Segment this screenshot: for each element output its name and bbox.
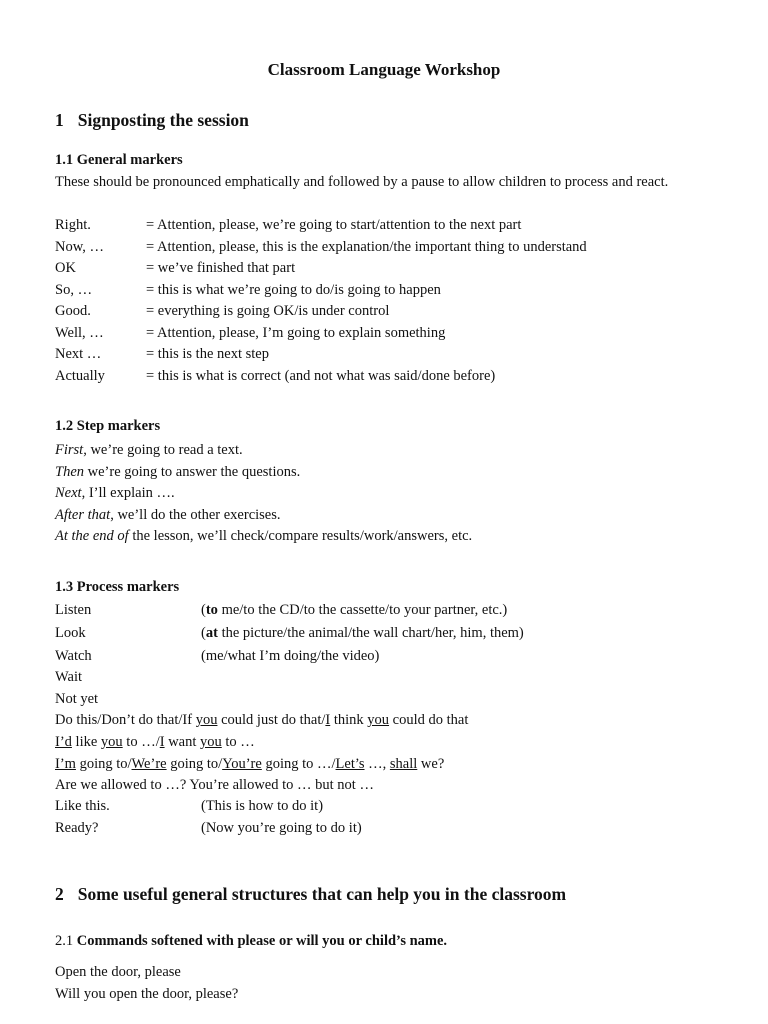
marker-term: OK xyxy=(55,260,76,276)
process-line-do-this: Do this/Don’t do that/If you could just do that/I think you could do that xyxy=(55,712,469,728)
process-term-watch: Watch xyxy=(55,648,92,664)
step-text: we’re going to answer the questions. xyxy=(84,463,301,480)
process-term-like-this: Like this. xyxy=(55,798,110,814)
step-line xyxy=(55,440,243,461)
subsection-title: Commands softened with please or will you or child’s name. xyxy=(76,933,448,949)
subsection-1-3-heading: 1.3 Process markers xyxy=(55,579,180,595)
step-marker-word: First xyxy=(55,442,84,458)
step-marker-word: After that xyxy=(55,506,111,523)
process-note-ready: (Now you’re going to do it) xyxy=(201,820,362,836)
subsection-1-1-heading: 1.1 General markers xyxy=(55,152,183,168)
marker-meaning: = Attention, please, this is the explanation/the important thing to understand xyxy=(146,238,587,255)
subsection-1-2-heading: 1.2 Step markers xyxy=(55,418,161,434)
marker-term: Now, … xyxy=(55,238,105,255)
marker-meaning: = Attention, please, I’m going to explain something xyxy=(146,324,446,341)
marker-term: Actually xyxy=(55,367,105,384)
process-term-not-yet: Not yet xyxy=(55,691,99,707)
step-line xyxy=(55,526,472,547)
section-number: 1 xyxy=(55,110,64,130)
process-note-listen: (to me/to the CD/to the cassette/to your partner, etc.) xyxy=(201,602,508,618)
marker-meaning: = this is the next step xyxy=(146,346,269,362)
step-text: , we’re going to read a text. xyxy=(83,442,243,458)
marker-term: So, … xyxy=(55,281,93,298)
step-text: , I’ll explain …. xyxy=(81,485,175,501)
step-line xyxy=(55,483,175,504)
step-text: , we’ll do the other exercises. xyxy=(110,506,281,523)
process-line-allowed: Are we allowed to …? You’re allowed to … but not … xyxy=(55,777,374,793)
subsection-number: 2.1 xyxy=(55,933,74,949)
section-2-heading xyxy=(55,884,566,905)
process-line-going-to: I’m going to/We’re going to/You’re going to …/Let’s …, shall we? xyxy=(55,756,445,772)
marker-term: Next … xyxy=(55,346,102,362)
marker-term: Right. xyxy=(55,217,91,233)
process-term-wait: Wait xyxy=(55,669,83,685)
step-text: the lesson, we’ll check/compare results/work/answers, etc. xyxy=(128,528,473,544)
step-line xyxy=(55,462,300,483)
step-marker-word: Next xyxy=(55,485,82,501)
subsection-2-1-heading xyxy=(55,933,447,950)
process-term-listen: Listen xyxy=(55,602,92,618)
section-title: Signposting the session xyxy=(77,110,249,130)
section-1-heading xyxy=(55,110,249,131)
marker-meaning: = this is what is correct (and not what was said/done before) xyxy=(146,367,496,384)
document-title: Classroom Language Workshop xyxy=(267,60,501,79)
step-marker-word: At the end of xyxy=(55,528,129,544)
marker-term: Good. xyxy=(55,303,91,319)
process-term-ready: Ready? xyxy=(55,820,99,836)
general-markers-intro: These should be pronounced emphatically and followed by a pause to allow children to process and react. xyxy=(55,174,669,190)
step-line xyxy=(55,505,281,526)
marker-meaning: = everything is going OK/is under control xyxy=(146,303,390,319)
marker-meaning: = we’ve finished that part xyxy=(146,260,296,276)
marker-meaning: = this is what we’re going to do/is going to happen xyxy=(146,281,441,298)
marker-term: Well, … xyxy=(55,324,104,341)
marker-meaning: = Attention, please, we’re going to start/attention to the next part xyxy=(146,217,522,233)
command-example: Open the door, please xyxy=(55,964,181,980)
process-note-look: (at the picture/the animal/the wall chart/her, him, them) xyxy=(201,625,524,641)
section-number: 2 xyxy=(55,884,64,904)
process-note-like-this: (This is how to do it) xyxy=(201,798,324,814)
section-title: Some useful general structures that can help you in the classroom xyxy=(77,884,567,904)
step-marker-word: Then xyxy=(55,463,84,480)
process-line-like: I’d like you to …/I want you to … xyxy=(55,734,255,750)
process-note-watch: (me/what I’m doing/the video) xyxy=(201,648,380,664)
command-example: Will you open the door, please? xyxy=(55,986,239,1002)
process-term-look: Look xyxy=(55,625,86,641)
